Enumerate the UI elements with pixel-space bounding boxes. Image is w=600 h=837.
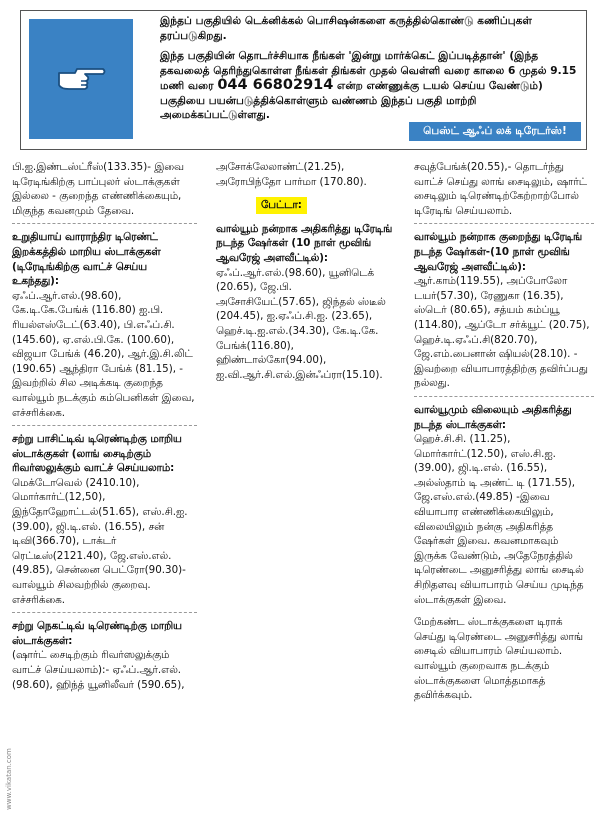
- col3-sec1-body: ஆர்.காம்(119.55), அப்போலோ டயர்(57.30), ரேணுகா (16.35), ஸ்டெர் (80.65), சத்யம் கம்ப்யூ (114.80), ஆப்டோ சர்க்யூட் (20.75), ஹெச்.டி.ஏஃப்.சி(820.70), ஜே.எம்.பைனான் ஷியல்(28.10). - இவற்றை வியாபாரத்திற்கு தவிர்ப்பது நல்லது.: [414, 275, 590, 390]
- col3-sec1-head: வால்யூம் நன்றாக குறைந்து டிரேடிங் நடந்த ஷேர்கள்-(10 நாள் மூவிங் ஆவரேஜ் அளவீட்டில்):: [414, 231, 583, 273]
- best-of-luck-tag: பெஸ்ட் ஆஃப் லக் டிரேடர்ஸ்!: [409, 122, 581, 141]
- col1-intro: பி.ஐ.இண்டஸ்ட்ரீஸ்(133.35)- இவை டிரேடிங்கிற்கு பாப்புலர் ஸ்டாக்குகள் இல்லை - குறைந்த எண்ணிக்கையும், மிகுந்த கவனமும் தேவை.: [12, 161, 184, 217]
- col2-top: அசோக்லேலாண்ட்(21.25), அரோபிந்தோ பார்மா (170.80).: [216, 161, 367, 188]
- col1-sec2-head: சற்று பாசிட்டிவ் டிரெண்டிற்கு மாறிய ஸ்டாக்குகள் (லாங் சைடிற்கும் ரிவர்ஸலுக்கும் வாட்ச் செய்யலாம்:: [12, 433, 182, 475]
- col3-top: சவுத்பேங்க்(20.55),- தொடர்ந்து வாட்ச் செய்து லாங் சைடிலும், ஷார்ட் சைடிலும் டிரெண்டிற்கேற்றாற்போல் டிரேடிங் செய்யலாம்.: [414, 161, 587, 217]
- col2-sec1-head: வால்யூம் நன்றாக அதிகரித்து டிரேடிங் நடந்த ஷேர்கள் (10 நாள் மூவிங் ஆவரேஜ் அளவீட்டில்):: [216, 222, 393, 264]
- phone-number: 044 66802914: [217, 77, 334, 93]
- beta-row: [216, 197, 396, 214]
- column-1: [12, 160, 197, 692]
- notice-line1: இந்தப் பகுதியில் டெக்னிக்கல் பொசிஷன்களை கருத்தில்கொண்டு கணிப்புகள் தரப்படுகிறது.: [160, 15, 532, 42]
- column-3: [414, 160, 594, 703]
- col1-sec3-body: (ஷார்ட் சைடிற்கும் ரிவர்ஸலுக்கும் வாட்ச் செய்யலாம்):- ஏஃப்.ஆர்.எல். (98.60), ஹிந்த் யூனிலீவர் (590.65),: [12, 649, 185, 691]
- col2-sec1-body: ஏஃப்.ஆர்.எல்.(98.60), யூனிடெக் (20.65), ஜே.பி. அசோசியேட்(57.65), ஜிந்தல் ஸ்டீல் (204.45), ஐ.ஏஃப்.சி.ஐ. (23.65), ஹெச்.டி.ஐ.எல்.(34.30), கே.டி.கே. பேங்க்(116.80), ஹிண்டால்கோ(94.00), ஐ.வி.ஆர்.சி.எல்.இன்ஃப்ரா(15.10).: [216, 266, 386, 381]
- notice-text: [160, 14, 580, 129]
- watermark: www.vikatan.com: [5, 748, 13, 810]
- pointing-hand-icon: [55, 59, 107, 99]
- col3-sec2-body: ஹெச்.சி.சி. (11.25), மொர்கார்ட்(12.50), எஸ்.சி.ஐ. (39.00), ஜி.டி.எல். (16.55), அல்ஸ்தாம் டி அண்ட் டி (171.55), ஜே.எஸ்.எல்.(49.85) -இவை வியாபார எண்ணிக்கையிலும், விலையிலும் நன்கு அதிகரித்த ஷேர்கள் இவை. கவனமாகவும் இருக்க வேண்டும், அதேநேரத்தில் டிரெண்டை அனுசரித்து லாங் சைடில் சிறிதளவு வியாபாரம் செய்ய முடிந்த ஸ்டாக்குகள் இவை.: [414, 433, 584, 606]
- col1-sec3-head: சற்று நெகட்டிவ் டிரெண்டிற்கு மாறிய ஸ்டாக்குகள்:: [12, 620, 182, 647]
- icon-panel: [29, 19, 133, 139]
- notice-line2: இந்த பகுதியின் தொடர்ச்சியாக நீங்கள் 'இன்று மார்க்கெட் இப்படித்தான்' (இந்த தகவலைத் தெரிந்துகொள்ள நீங்கள் திங்கள் முதல் வெள்ளி வரை காலை 6 முதல் 9.15 மணி வரை 044 66802914 என்ற எண்ணுக்கு டயல் செய்ய வேண்டும்) பகுதியை பயன்படுத்திக்கொள்ளும் வண்ணம் இந்தப் பகுதி மாற்றி அமைக்கப்பட்டுள்ளது.: [160, 50, 577, 121]
- col1-sec1-head: உறுதியாய் வாராந்திர டிரெண்ட் இறக்கத்தில் மாறிய ஸ்டாக்குகள் (டிரேடிங்கிற்கு வாட்ச் செய்ய உகந்தது):: [12, 231, 161, 288]
- beta-label: பேட்டா:: [256, 197, 307, 214]
- col1-sec1-body: ஏஃப்.ஆர்.எல்.(98.60), கே.டி.கே.பேங்க் (116.80) ஐ.பி. ரியல்எஸ்டேட்(63.40), பி.எஃப்.சி.(145.60), ஏ.எல்.பி.கே. (100.60), விஜயா பேங்க் (46.20), ஆர்.இ.சி.லிட் (190.65) ஆந்திரா பேங்க் (81.15), - இவற்றில் சில அடிக்கடி குறைந்த வால்யூம் நடக்கும் கம்பெனிகள் இவை, எச்சரிக்கை.: [12, 289, 195, 419]
- col3-sec2-head: வால்யூமும் விலையும் அதிகரித்து நடந்த ஸ்டாக்குகள்:: [414, 403, 572, 431]
- col3-closing: மேற்கண்ட ஸ்டாக்குகளை டிராக் செய்து டிரெண்டை அனுசரித்து லாங் சைடில் வியாபாரம் செய்யலாம். வால்யூம் குறைவாக நடக்கும் ஸ்டாக்குகளை மொத்தமாகத் தவிர்க்கவும்.: [414, 616, 583, 702]
- column-2: [216, 160, 396, 382]
- col1-sec2-body: மெக்டோவெல் (2410.10), மொர்கார்ட்(12,50), இந்தோஹோட்டல்(51.65), எஸ்.சி.ஐ.(39.00), ஜி.டி.எல். (16.55), சன் டிவி(366.70), டாக்டர் ரெட்டீஸ்(2121.40), ஜே.எஸ்.எல்.(49.85), சென்னை பெட்ரோ(90.30)- வால்யூம் சிலவற்றில் குறைவு. எச்சரிக்கை.: [12, 476, 188, 606]
